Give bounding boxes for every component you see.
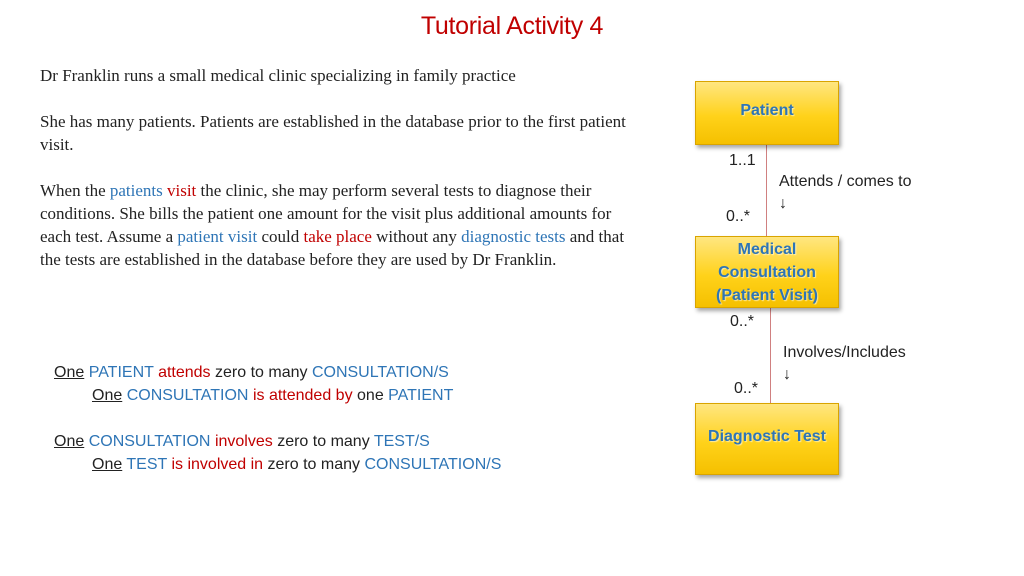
rule-entity: TEST/S xyxy=(373,433,430,450)
multiplicity-test-side: 0..* xyxy=(734,380,759,397)
scenario-paragraph-2: She has many patients. Patients are established in the database prior to the first patient visit. xyxy=(40,112,626,154)
rule-entity: PATIENT xyxy=(88,364,154,381)
entity-label-line: Consultation xyxy=(718,263,816,281)
multiplicity-consultation-lower: 0..* xyxy=(730,313,755,330)
rule-verb: involves xyxy=(214,433,273,450)
relationship-label-involves xyxy=(783,342,906,386)
rule-4 xyxy=(92,453,501,476)
rule-cardinality: zero to many xyxy=(277,433,370,450)
rule-entity: TEST xyxy=(126,456,168,473)
entity-label: Diagnostic Test xyxy=(708,427,826,445)
highlight-patient-visit: patient visit xyxy=(177,227,258,246)
rule-verb: is involved in xyxy=(171,456,264,473)
rule-one: One xyxy=(92,387,123,404)
text: and that the tests are established in the database before they are used by Dr Franklin. xyxy=(40,227,625,269)
scenario-paragraph-3 xyxy=(40,179,630,271)
arrow-down-icon: ↓ xyxy=(779,195,787,212)
highlight-patients: patients xyxy=(109,181,163,200)
rule-one: One xyxy=(54,364,85,381)
rule-verb: is attended by xyxy=(252,387,353,404)
rule-one: One xyxy=(92,456,123,473)
arrow-down-icon: ↓ xyxy=(783,366,791,383)
entity-patient xyxy=(695,81,839,145)
rule-entity: CONSULTATION xyxy=(88,433,211,450)
rule-cardinality: one xyxy=(357,387,384,404)
entity-label-line: (Patient Visit) xyxy=(716,286,818,304)
relationship-label-attends xyxy=(779,171,912,215)
rule-one: One xyxy=(54,433,85,450)
multiplicity-patient-side: 1..1 xyxy=(729,152,756,169)
multiplicity-consultation-side: 0..* xyxy=(726,208,751,225)
page-title: Tutorial Activity 4 xyxy=(420,12,604,40)
highlight-take-place: take place xyxy=(303,227,372,246)
rule-entity: PATIENT xyxy=(388,387,454,404)
rule-entity: CONSULTATION xyxy=(126,387,249,404)
rule-cardinality: zero to many xyxy=(215,364,308,381)
entity-diagnostic-test xyxy=(695,403,839,475)
relationship-text: Attends / comes to xyxy=(779,173,912,190)
entity-label-line: Medical xyxy=(737,240,797,258)
rule-2 xyxy=(92,384,453,407)
relationship-text: Involves/Includes xyxy=(783,344,906,361)
rule-entity: CONSULTATION/S xyxy=(311,364,449,381)
relationship-line-attends xyxy=(766,144,767,236)
text: the clinic, she may perform several tests to diagnose their conditions. She bills the patient one amount for the visit plus additional amounts for each test. Assume a xyxy=(40,181,612,246)
text: without any xyxy=(371,227,462,246)
scenario-paragraph-1: Dr Franklin runs a small medical clinic specializing in family practice xyxy=(40,66,516,85)
entity-label xyxy=(716,238,818,307)
rule-1 xyxy=(54,361,449,384)
highlight-visit: visit xyxy=(167,181,197,200)
rule-verb: attends xyxy=(158,364,211,381)
rule-entity: CONSULTATION/S xyxy=(364,456,502,473)
rule-3 xyxy=(54,430,430,453)
highlight-diagnostic-tests: diagnostic tests xyxy=(461,227,566,246)
rule-cardinality: zero to many xyxy=(267,456,361,473)
entity-medical-consultation xyxy=(695,236,839,308)
entity-label: Patient xyxy=(740,101,794,119)
text: could xyxy=(257,227,304,246)
text: When the xyxy=(40,181,110,200)
relationship-line-involves xyxy=(770,307,771,403)
